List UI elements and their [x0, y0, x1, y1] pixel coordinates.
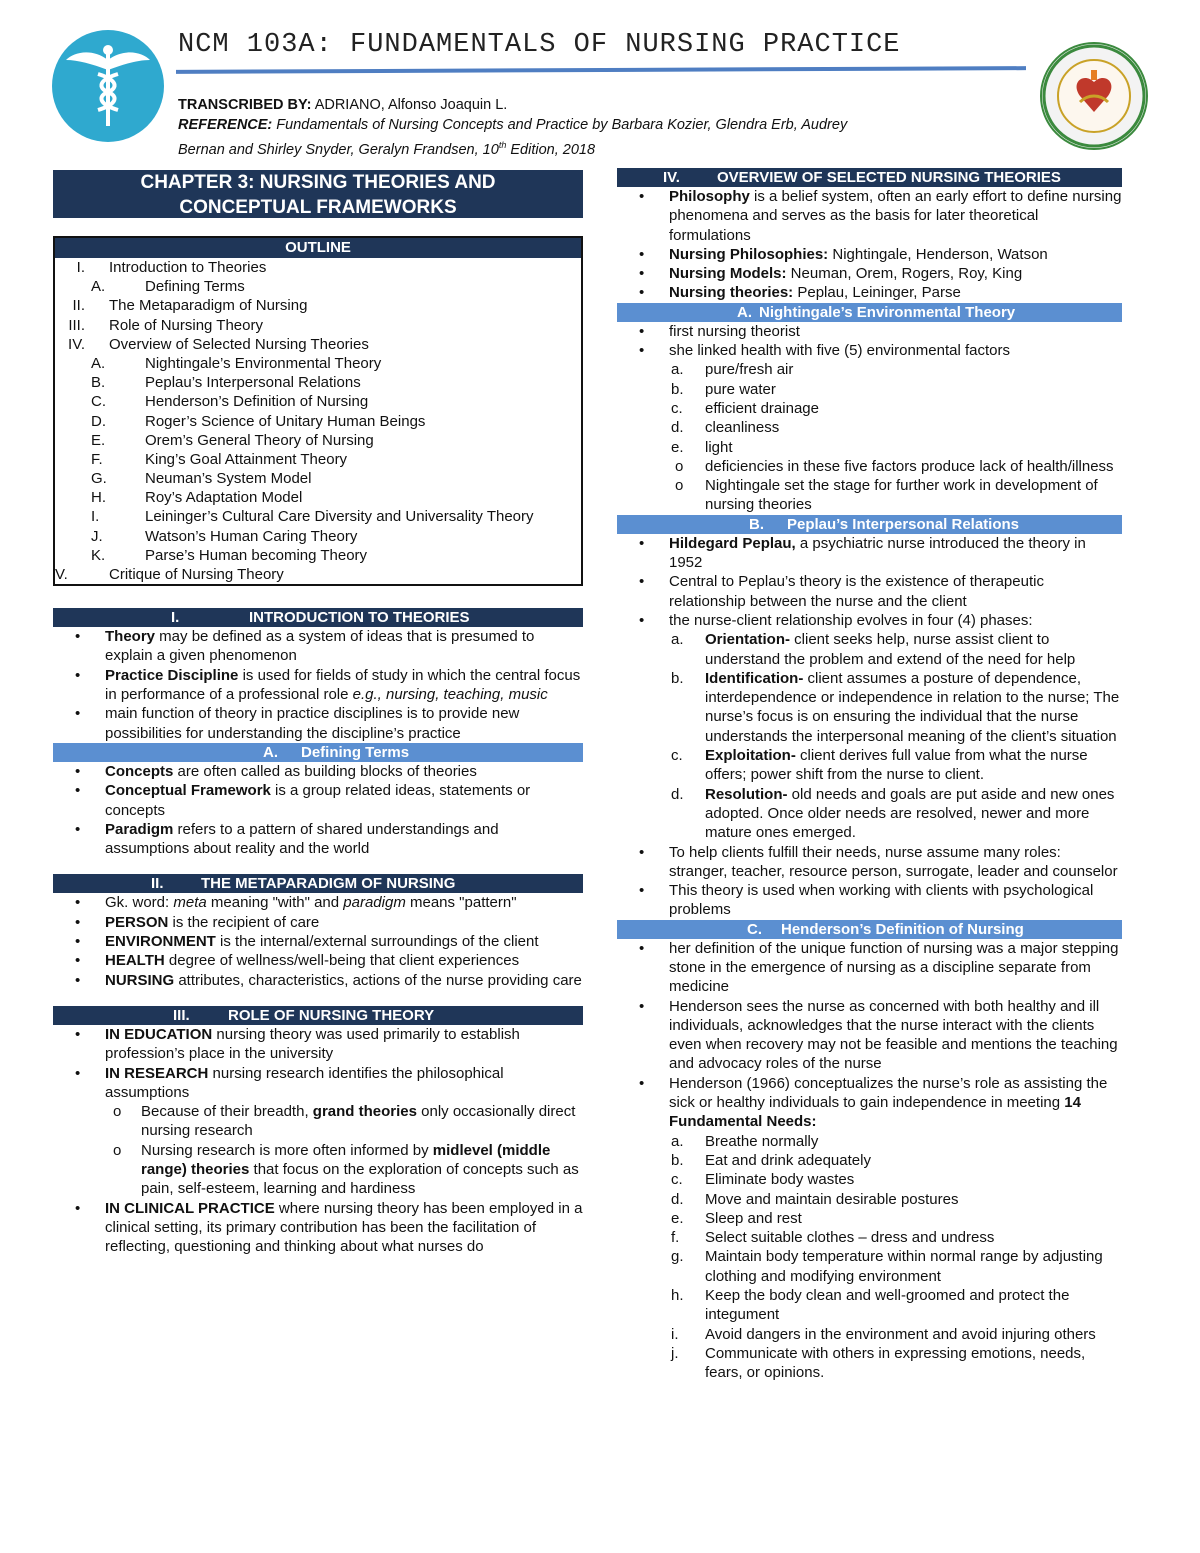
section-title: Peplau’s Interpersonal Relations — [787, 515, 1020, 533]
section-number: II. — [151, 875, 164, 893]
outline-item-label: Henderson’s Definition of Nursing — [145, 393, 369, 411]
outline-item — [55, 450, 581, 469]
bullet-icon: • — [639, 265, 645, 283]
outline-item-number: B. — [91, 374, 106, 392]
chapter-title-box — [53, 170, 583, 218]
bullet-icon: • — [75, 1064, 81, 1082]
bullet-icon: • — [75, 913, 81, 931]
list-item — [53, 762, 583, 781]
outline-item-number: I. — [91, 508, 100, 526]
right-column — [617, 168, 1122, 1383]
list-item — [617, 322, 1122, 341]
outline-item-number: II. — [72, 297, 85, 315]
outline-item-label: Overview of Selected Nursing Theories — [109, 335, 369, 353]
section-number: A. — [737, 303, 752, 321]
phase-name: Resolution- — [705, 785, 788, 803]
section-number: A. — [263, 743, 278, 761]
outline-item-number: V. — [55, 566, 68, 583]
outline-item-label: The Metaparadigm of Nursing — [109, 297, 308, 315]
need-item — [617, 1132, 1122, 1151]
factor-item — [617, 399, 1122, 418]
list-item — [617, 341, 1122, 360]
list-item — [53, 932, 583, 951]
section-number: I. — [171, 609, 180, 627]
list-item — [617, 881, 1122, 920]
bullet-icon: • — [639, 882, 645, 900]
item-text — [617, 746, 1122, 785]
phase-name: Orientation- — [705, 631, 790, 649]
item-text: Nursing Models: Neuman, Orem, Rogers, Roy, King — [669, 265, 1023, 283]
outline-item-label: Critique of Nursing Theory — [109, 566, 284, 583]
need-letter: e. — [671, 1209, 684, 1227]
need-item — [617, 1209, 1122, 1228]
outline-item-label: Parse’s Human becoming Theory — [145, 546, 368, 564]
section-title: OVERVIEW OF SELECTED NURSING THEORIES — [717, 169, 1061, 186]
outline-item-number: G. — [91, 470, 107, 488]
outline-item-label: Introduction to Theories — [109, 259, 267, 276]
list-item — [617, 264, 1122, 283]
bullet-icon: • — [639, 534, 645, 552]
section-title: Henderson’s Definition of Nursing — [781, 920, 1024, 938]
item-text: Concepts are often called as building blocks of theories — [105, 762, 477, 780]
outline-item-number: E. — [91, 431, 106, 449]
need-letter: a. — [671, 1132, 684, 1150]
bullet-icon: o — [675, 477, 684, 495]
bullet-icon: • — [75, 705, 81, 723]
document-title: NCM 103A: FUNDAMENTALS OF NURSING PRACTICE — [178, 30, 901, 60]
item-text: HEALTH degree of wellness/well-being that client experiences — [105, 952, 520, 970]
outline-item-label: Orem’s General Theory of Nursing — [145, 431, 374, 449]
list-item — [617, 611, 1122, 630]
list-item — [53, 666, 583, 705]
need-text: Sleep and rest — [705, 1209, 802, 1227]
item-text: Paradigm refers to a pattern of shared understandings and assumptions about reality and the world — [105, 820, 499, 858]
bullet-icon: • — [75, 628, 81, 646]
need-item — [617, 1190, 1122, 1209]
need-text: Breathe normally — [705, 1132, 819, 1150]
factor-letter: b. — [671, 380, 684, 398]
factor-text: pure/fresh air — [705, 361, 794, 379]
reference-text: Fundamentals of Nursing Concepts and Practice by Barbara Kozier, Glendra Erb, Audrey — [276, 117, 848, 133]
environmental-factors-list — [617, 360, 1122, 456]
need-text: Eliminate body wastes — [705, 1171, 855, 1189]
need-text: Maintain body temperature within normal range by adjusting clothing and modifying environment — [705, 1248, 1103, 1285]
transcriber-name: ADRIANO, Alfonso Joaquin L. — [314, 97, 508, 113]
list-item — [617, 283, 1122, 302]
outline-item — [55, 488, 581, 507]
need-letter: h. — [671, 1287, 684, 1305]
factor-item — [617, 418, 1122, 437]
section-number: C. — [747, 920, 762, 938]
outline-item-label: Neuman’s System Model — [145, 470, 312, 488]
section-title: INTRODUCTION TO THEORIES — [249, 609, 470, 627]
phase-name: Identification- — [705, 669, 804, 687]
list-item — [617, 1074, 1122, 1132]
item-text: This theory is used when working with clients with psychological problems — [669, 882, 1094, 919]
outline-item — [55, 354, 581, 373]
outline-item-number: H. — [91, 489, 106, 507]
item-text: main function of theory in practice disciplines is to provide new possibilities for understanding the discipline’s practice — [105, 705, 520, 742]
outline-item — [55, 412, 581, 431]
outline-item — [55, 431, 581, 450]
section-heading-intro — [53, 608, 583, 627]
item-text: the nurse-client relationship evolves in four (4) phases: — [669, 611, 1033, 629]
list-item — [617, 939, 1122, 997]
outline-item — [55, 373, 581, 392]
factor-text: pure water — [705, 380, 776, 398]
outline-item — [55, 296, 581, 315]
need-item — [617, 1325, 1122, 1344]
item-text: Henderson sees the nurse as concerned with both healthy and ill individuals, acknowledges that the nurse interact with the clients even when recovery may not be feasible and mentions the teaching and advocacy roles of the nurse — [669, 997, 1118, 1073]
need-item — [617, 1170, 1122, 1189]
outline-item — [55, 546, 581, 565]
bullet-icon: • — [75, 971, 81, 989]
bullet-icon: • — [639, 997, 645, 1015]
phase-item — [617, 669, 1122, 746]
outline-item-number: III. — [68, 316, 85, 334]
section-heading-metaparadigm — [53, 874, 583, 893]
need-letter: c. — [671, 1171, 683, 1189]
phase-letter: b. — [671, 669, 684, 687]
outline-item-label: Peplau’s Interpersonal Relations — [145, 374, 361, 392]
item-text: Hildegard Peplau, a psychiatric nurse introduced the theory in 1952 — [669, 534, 1086, 572]
phase-letter: c. — [671, 747, 683, 765]
chapter-title-line1: CHAPTER 3: NURSING THEORIES AND — [140, 172, 496, 193]
list-item — [617, 997, 1122, 1074]
section-number: B. — [749, 515, 764, 533]
outline-item-label: Roy’s Adaptation Model — [145, 489, 303, 507]
list-item — [53, 1064, 583, 1103]
section-heading-overview — [617, 168, 1122, 187]
bullet-icon: • — [639, 843, 645, 861]
reference-tail: Edition, 2018 — [510, 141, 596, 158]
reference-text-2: Bernan and Shirley Snyder, Geralyn Frandsen, 10 — [178, 141, 499, 158]
item-text: ENVIRONMENT is the internal/external surroundings of the client — [105, 933, 539, 951]
list-item — [617, 843, 1122, 882]
factor-item — [617, 438, 1122, 457]
phase-description: client seeks help, nurse assist client to understand the problem and extend of the need for help — [705, 631, 1076, 668]
outline-item-label: Leininger’s Cultural Care Diversity and Universality Theory — [145, 508, 534, 526]
outline-box — [53, 236, 583, 586]
outline-item — [55, 277, 581, 296]
item-text: Central to Peplau’s theory is the existence of therapeutic relationship between the nurse and the client — [669, 573, 1044, 610]
factor-text: light — [705, 438, 733, 456]
item-text: she linked health with five (5) environmental factors — [669, 342, 1011, 360]
item-text: Nursing Philosophies: Nightingale, Henderson, Watson — [669, 245, 1048, 263]
phase-item — [617, 630, 1122, 669]
item-text: To help clients fulfill their needs, nurse assume many roles: stranger, teacher, resource person, surrogate, leader and counselor — [669, 843, 1118, 880]
need-text: Keep the body clean and well-groomed and protect the integument — [705, 1287, 1070, 1324]
chapter-title-line2: CONCEPTUAL FRAMEWORKS — [179, 197, 457, 218]
list-item — [617, 534, 1122, 573]
need-text: Eat and drink adequately — [705, 1151, 871, 1169]
bullet-icon: • — [75, 933, 81, 951]
list-item — [53, 781, 583, 820]
caduceus-logo-icon — [52, 30, 164, 142]
list-item — [53, 627, 583, 666]
outline-item-number: A. — [91, 278, 106, 296]
sub-list-item — [53, 1102, 583, 1141]
factor-letter: d. — [671, 419, 684, 437]
outline-item-number: J. — [91, 527, 103, 545]
bullet-icon: • — [639, 611, 645, 629]
outline-item — [55, 392, 581, 411]
list-item — [53, 893, 583, 912]
outline-item-number: F. — [91, 450, 103, 468]
phase-name: Exploitation- — [705, 747, 796, 765]
item-text: her definition of the unique function of nursing was a major stepping stone in the emergence of nursing as a discipline separate from medicine — [669, 939, 1119, 996]
reference-label: REFERENCE: — [178, 117, 273, 133]
factor-text: efficient drainage — [705, 399, 819, 417]
bullet-icon: • — [639, 284, 645, 302]
need-text: Avoid dangers in the environment and avoid injuring others — [705, 1325, 1096, 1343]
need-letter: i. — [671, 1325, 679, 1343]
bullet-icon: • — [639, 342, 645, 360]
factor-item — [617, 360, 1122, 379]
section-heading-role — [53, 1006, 583, 1025]
outline-item-label: Nightingale’s Environmental Theory — [145, 354, 382, 372]
sub-list-item — [53, 1141, 583, 1199]
peplau-phases-list — [617, 630, 1122, 842]
need-item — [617, 1151, 1122, 1170]
need-letter: f. — [671, 1229, 680, 1247]
list-item — [617, 572, 1122, 611]
list-item — [53, 820, 583, 859]
outline-item — [55, 258, 581, 277]
bullet-icon: • — [639, 939, 645, 957]
item-text — [617, 785, 1122, 843]
bullet-icon: • — [639, 322, 645, 340]
need-item — [617, 1247, 1122, 1286]
item-text: Nursing research is more often informed by midlevel (middle range) theories that focus on the exploration of concepts such as pain, self-esteem, learning and hardiness — [141, 1141, 579, 1198]
outline-item-number: A. — [91, 354, 106, 372]
list-item — [53, 951, 583, 970]
outline-item-label: Role of Nursing Theory — [109, 316, 263, 334]
item-text: deficiencies in these five factors produce lack of health/illness — [705, 457, 1114, 475]
bullet-icon: • — [639, 573, 645, 591]
phase-letter: a. — [671, 631, 684, 649]
factor-letter: a. — [671, 361, 684, 379]
subsection-heading-nightingale — [617, 303, 1122, 322]
bullet-icon: • — [75, 894, 81, 912]
list-item — [53, 704, 583, 743]
outline-item — [55, 507, 581, 526]
outline-item-label: King’s Goal Attainment Theory — [145, 450, 348, 468]
transcribed-line — [178, 96, 507, 115]
outline-item-number: C. — [91, 393, 106, 411]
bullet-icon: • — [75, 952, 81, 970]
subsection-heading-henderson — [617, 920, 1122, 939]
transcribed-label: TRANSCRIBED BY: — [178, 97, 312, 113]
bullet-icon: • — [639, 188, 645, 205]
item-text: PERSON is the recipient of care — [105, 913, 320, 931]
item-text: Henderson (1966) conceptualizes the nurse’s role as assisting the sick or healthy individuals to gain independence in meeting 14 Fundamental Needs: — [669, 1074, 1108, 1131]
factor-text: cleanliness — [705, 419, 780, 437]
outline-heading: OUTLINE — [55, 238, 581, 258]
item-text: Practice Discipline is used for fields of study in which the central focus in performance of a professional role e.g., nursing, teaching, music — [105, 666, 581, 704]
item-text: NURSING attributes, characteristics, actions of the nurse providing care — [105, 971, 582, 989]
outline-list — [55, 258, 581, 584]
outline-item — [55, 316, 581, 335]
outline-item-number: I. — [76, 259, 85, 276]
bullet-icon: • — [639, 245, 645, 263]
section-number: III. — [173, 1006, 190, 1024]
bullet-icon: • — [75, 666, 81, 684]
item-text: Gk. word: meta meaning "with" and paradigm means "pattern" — [105, 894, 517, 912]
item-text: IN RESEARCH nursing research identifies the philosophical assumptions — [105, 1064, 504, 1101]
need-letter: j. — [671, 1344, 679, 1362]
bullet-icon: • — [639, 1074, 645, 1092]
item-text: Nightingale set the stage for further work in development of nursing theories — [705, 477, 1098, 514]
sub-list-item — [617, 476, 1122, 515]
item-text: first nursing theorist — [669, 322, 800, 340]
section-title: Nightingale’s Environmental Theory — [759, 303, 1016, 321]
phase-letter: d. — [671, 785, 684, 803]
title-underline — [176, 66, 1026, 74]
item-text: Conceptual Framework is a group related ideas, statements or concepts — [105, 782, 531, 819]
need-text: Communicate with others in expressing emotions, needs, fears, or opinions. — [705, 1344, 1086, 1382]
list-item — [53, 971, 583, 990]
subsection-heading-peplau — [617, 515, 1122, 534]
item-text: Philosophy is a belief system, often an early effort to define nursing phenomena and serves as the basis for later theoretical formulations — [669, 188, 1122, 244]
outline-item — [55, 335, 581, 354]
outline-item-label: Watson’s Human Caring Theory — [145, 527, 358, 545]
list-item — [53, 1199, 583, 1257]
bullet-icon: • — [75, 820, 81, 838]
need-item — [617, 1344, 1122, 1383]
reference-line — [178, 116, 847, 135]
reference-superscript: th — [498, 140, 507, 150]
bullet-icon: o — [113, 1103, 122, 1121]
bullet-icon: • — [75, 762, 81, 780]
section-title: Defining Terms — [301, 743, 410, 761]
bullet-icon: • — [75, 1199, 81, 1217]
factor-letter: c. — [671, 399, 683, 417]
list-item — [53, 913, 583, 932]
need-letter: b. — [671, 1151, 684, 1169]
need-item — [617, 1228, 1122, 1247]
factor-letter: e. — [671, 438, 684, 456]
item-text: Because of their breadth, grand theories only occasionally direct nursing research — [141, 1103, 576, 1140]
factor-item — [617, 380, 1122, 399]
bullet-icon: o — [675, 457, 684, 475]
outline-item — [55, 469, 581, 488]
bullet-icon: • — [75, 1025, 81, 1043]
item-text: Nursing theories: Peplau, Leininger, Parse — [669, 284, 961, 302]
phase-description: old needs and goals are put aside and new ones adopted. Once older needs are resolved, newer and more mature ones emerged. — [705, 785, 1115, 842]
phase-item — [617, 746, 1122, 785]
outline-item-label: Defining Terms — [145, 278, 245, 296]
need-letter: g. — [671, 1248, 684, 1266]
reference-line-2 — [178, 136, 595, 160]
item-text — [617, 630, 1122, 669]
outline-item-number: IV. — [68, 335, 85, 353]
phase-description: client derives full value from what the nurse offers; power shift from the nurse to client. — [705, 747, 1088, 784]
outline-item — [55, 565, 581, 584]
need-letter: d. — [671, 1190, 684, 1208]
fundamental-needs-list — [617, 1132, 1122, 1383]
subsection-heading-defining-terms — [53, 743, 583, 762]
outline-item-number: K. — [91, 546, 106, 564]
list-item — [617, 245, 1122, 264]
sub-list-item — [617, 457, 1122, 476]
list-item — [617, 187, 1122, 245]
outline-item-number: D. — [91, 412, 106, 430]
phase-item — [617, 785, 1122, 843]
need-text: Move and maintain desirable postures — [705, 1190, 959, 1208]
item-text: IN CLINICAL PRACTICE where nursing theory has been employed in a clinical setting, its primary contribution has been the facilitation of reflecting, questioning and thinking about what nurses do — [105, 1199, 583, 1256]
list-item — [53, 1025, 583, 1064]
item-text: Theory may be defined as a system of ideas that is presumed to explain a given phenomenon — [105, 628, 535, 665]
outline-item — [55, 527, 581, 546]
need-text: Select suitable clothes – dress and undress — [705, 1229, 995, 1247]
item-text — [617, 669, 1122, 746]
bullet-icon: o — [113, 1141, 122, 1159]
bullet-icon: • — [75, 782, 81, 800]
left-column — [53, 170, 583, 1257]
item-text: IN EDUCATION nursing theory was used primarily to establish profession’s place in the university — [105, 1025, 520, 1063]
phase-description: client assumes a posture of dependence, interdependence or independence in relation to the nurse; The nurse’s focus is on ensuring the individual that the nurse understands the interpersonal meaning of the client’s situation — [705, 669, 1120, 745]
section-title: THE METAPARADIGM OF NURSING — [201, 875, 456, 893]
section-number: IV. — [663, 169, 680, 186]
need-item — [617, 1286, 1122, 1325]
college-seal-icon — [1040, 42, 1148, 150]
outline-item-label: Roger’s Science of Unitary Human Beings — [145, 412, 426, 430]
section-title: ROLE OF NURSING THEORY — [228, 1006, 435, 1024]
